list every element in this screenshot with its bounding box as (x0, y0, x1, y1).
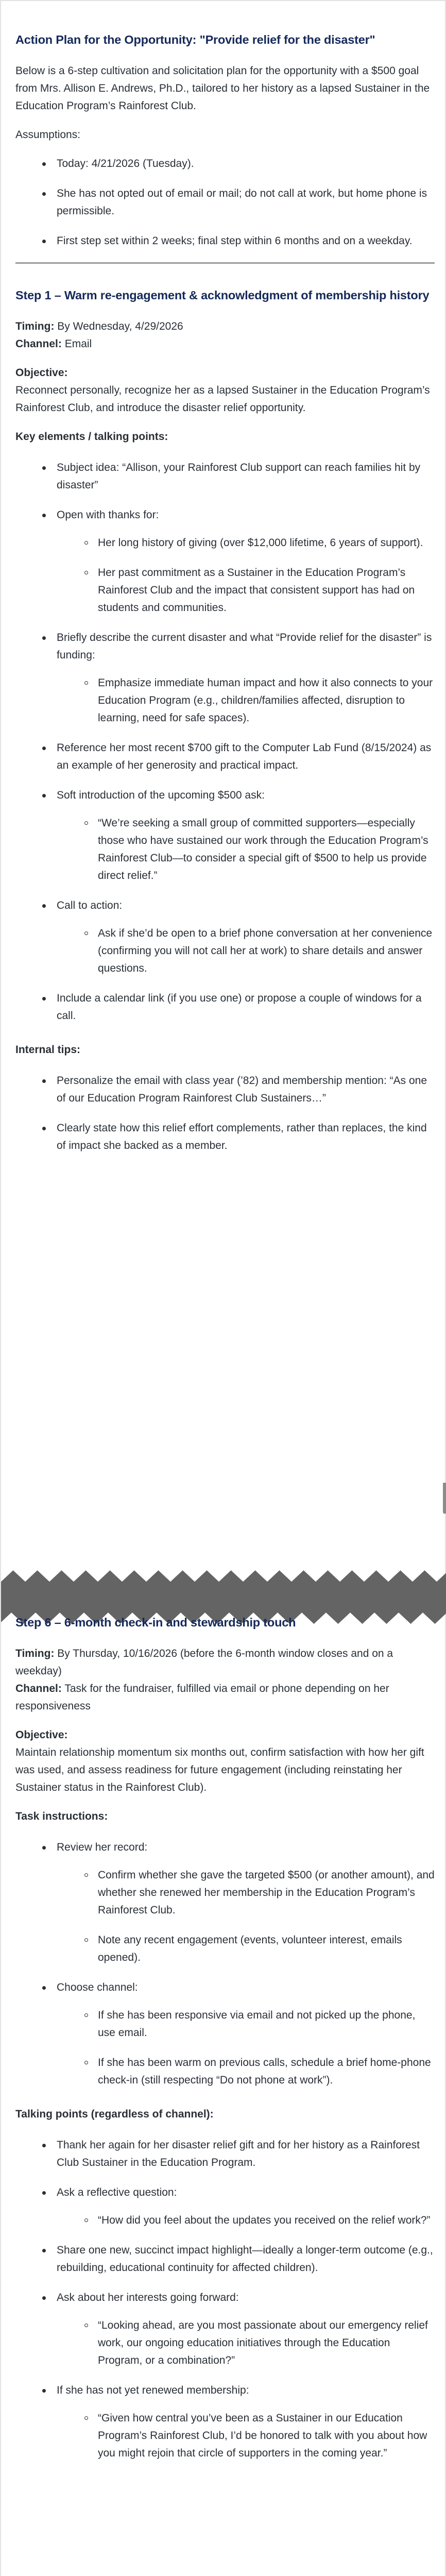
objective-label: Objective: (15, 367, 68, 379)
sub-list-item: Confirm whether she gave the targeted $500 (or another amount), and whether she renewed her membership in the Education Program’s Rainforest Club. (57, 1867, 435, 1919)
sub-list (57, 674, 435, 727)
bullet-icon (42, 192, 46, 196)
sub-list (57, 534, 435, 617)
scrollbar-thumb[interactable] (443, 1483, 446, 1514)
bullet-icon (42, 466, 46, 470)
hollow-bullet-icon (84, 2013, 88, 2017)
list-item: Thank her again for her disaster relief gift and for her history as a Rainforest Club Sustainer in the Education Program. (15, 2137, 435, 2172)
bullet-icon (42, 1846, 46, 1850)
bullet-icon (42, 904, 46, 908)
timing-label: Timing: (15, 1648, 55, 1659)
sub-list (57, 2410, 435, 2462)
list-item: Briefly describe the current disaster and what “Provide relief for the disaster” is funding: Emphasize immediate human impact and how it also connects to your Education Program (e.g., children/families affected, disruption to learning, need for safe spaces). (15, 629, 435, 727)
timing-label: Timing: (15, 320, 55, 332)
talking-points-label: Talking points (regardless of channel): (15, 2108, 214, 2120)
list-item: Personalize the email with class year (’82) and membership mention: “As one of our Education Program Rainforest Club Sustainers…” (15, 1072, 435, 1107)
list-item: Review her record: Confirm whether she gave the targeted $500 (or another amount), and whether she renewed her membership in the Education Program’s Rainforest Club. Note any recent engagement (events, volunteer interest, emails opened). (15, 1839, 435, 1967)
bullet-icon (42, 794, 46, 798)
list-item: She has not opted out of email or mail; do not call at work, but home phone is permissible. (15, 185, 435, 220)
sub-list (57, 2212, 435, 2229)
hollow-bullet-icon (84, 931, 88, 935)
hollow-bullet-icon (84, 1873, 88, 1877)
bullet-icon (42, 240, 46, 243)
bullet-icon (42, 2249, 46, 2252)
sub-list-item: If she has been warm on previous calls, schedule a brief home-phone check-in (still respecting “Do not phone at work”). (57, 2054, 435, 2089)
section-divider (15, 262, 435, 264)
sub-list-item: Her long history of giving (over $12,000 lifetime, 6 years of support). (57, 534, 435, 552)
intro-summary: Below is a 6-step cultivation and solicitation plan for the opportunity with a $500 goal from Mrs. Allison E. Andrews, Ph.D., tailored to her history as a lapsed Sustainer in the Education Program’s Rainforest Club. (15, 65, 430, 112)
sub-list-item: Ask if she’d be open to a brief phone conversation at her convenience (confirming you will not call her at work) to share details and answer questions. (57, 925, 435, 977)
step1-meta (15, 318, 435, 353)
step6-meta (15, 1645, 435, 1715)
task-instructions-label: Task instructions: (15, 1810, 108, 1822)
bullet-icon (42, 2144, 46, 2147)
list-item: Ask about her interests going forward: “Looking ahead, are you most passionate about our emergency relief work, our ongoing education initiatives through the Education Program, or a combination?” (15, 2289, 435, 2369)
bullet-icon (42, 1079, 46, 1083)
list-item: Share one new, succinct impact highlight—ideally a longer-term outcome (e.g., rebuilding, educational continuity for affected children). (15, 2242, 435, 2277)
step6-objective (15, 1726, 435, 1797)
key-points-list (15, 459, 435, 1025)
hollow-bullet-icon (84, 1938, 88, 1942)
bullet-icon (42, 162, 46, 166)
sub-list (57, 2007, 435, 2089)
list-item: Open with thanks for: Her long history of giving (over $12,000 lifetime, 6 years of support). Her past commitment as a Sustainer in the Education Program’s Rainforest Club and the impact that consistent support has had on students and communities. (15, 506, 435, 617)
channel-label: Channel: (15, 1683, 62, 1694)
list-item: Clearly state how this relief effort complements, rather than replaces, the kind of impact she backed as a member. (15, 1120, 435, 1155)
hollow-bullet-icon (84, 2416, 88, 2420)
sub-list-item: “Looking ahead, are you most passionate about our emergency relief work, our ongoing education initiatives through the Education Program, or a combination?” (57, 2317, 435, 2369)
bullet-icon (42, 636, 46, 640)
sub-list-item: “Given how central you’ve been as a Sustainer in our Education Program’s Rainforest Club, I’d be honored to talk with you about how you might rejoin that circle of supporters in the coming year.” (57, 2410, 435, 2462)
document-bottom (15, 1614, 435, 2475)
page-title: Action Plan for the Opportunity: "Provide relief for the disaster" (15, 33, 375, 46)
bullet-icon (42, 514, 46, 517)
sub-list-item: “How did you feel about the updates you received on the relief work?” (57, 2212, 435, 2229)
bullet-icon (42, 1127, 46, 1130)
channel-label: Channel: (15, 338, 62, 350)
sub-list (57, 815, 435, 885)
objective-text: Maintain relationship momentum six months out, confirm satisfaction with how her gift was used, and assess readiness for future engagement (including reinstating her Sustainer status in the Rainforest Club). (15, 1747, 424, 1793)
bullet-icon (42, 997, 46, 1001)
timing-value: By Thursday, 10/16/2026 (before the 6-month window closes and on a weekday) (15, 1648, 393, 1677)
assumptions-list (15, 155, 435, 250)
sub-list-item: Her past commitment as a Sustainer in the Education Program’s Rainforest Club and the impact that consistent support has had on students and communities. (57, 564, 435, 617)
sub-list (57, 1867, 435, 1967)
sub-list-item: Emphasize immediate human impact and how it also connects to your Education Program (e.g., children/families affected, disruption to learning, need for safe spaces). (57, 674, 435, 727)
channel-value: Task for the fundraiser, fulfilled via email or phone depending on her responsiveness (15, 1683, 389, 1712)
list-item: Reference her most recent $700 gift to the Computer Lab Fund (8/15/2024) as an example of her generosity and practical impact. (15, 739, 435, 774)
sub-list-item: If she has been responsive via email and not picked up the phone, use email. (57, 2007, 435, 2042)
hollow-bullet-icon (84, 571, 88, 574)
step1-objective (15, 364, 435, 417)
bullet-icon (42, 2389, 46, 2393)
bullet-icon (42, 2191, 46, 2195)
objective-text: Reconnect personally, recognize her as a lapsed Sustainer in the Education Program’s Rainforest Club, and introduce the disaster relief opportunity. (15, 384, 430, 414)
hollow-bullet-icon (84, 2324, 88, 2327)
assumptions-label: Assumptions: (15, 129, 81, 141)
objective-label: Objective: (15, 1729, 68, 1741)
hollow-bullet-icon (84, 2061, 88, 2064)
hollow-bullet-icon (84, 681, 88, 685)
hollow-bullet-icon (84, 2218, 88, 2222)
task-instructions-list (15, 1839, 435, 2089)
talking-points-list (15, 2137, 435, 2462)
sub-list-item: “We’re seeking a small group of committed supporters—especially those who have sustained our work through the Education Program’s Rainforest Club—to consider a special gift of $500 to help us provide direct relief.” (57, 815, 435, 885)
timing-value: By Wednesday, 4/29/2026 (57, 320, 183, 332)
channel-value: Email (64, 338, 92, 350)
list-item: Today: 4/21/2026 (Tuesday). (15, 155, 435, 173)
list-item: Subject idea: “Allison, your Rainforest Club support can reach families hit by disaster” (15, 459, 435, 494)
internal-tips-label: Internal tips: (15, 1044, 81, 1056)
bullet-icon (42, 2296, 46, 2300)
sub-list (57, 2317, 435, 2369)
list-item: If she has not yet renewed membership: “Given how central you’ve been as a Sustainer in our Education Program’s Rainforest Club, I’d be honored to talk with you about how you might rejoin that circle of supporters in the coming year.” (15, 2382, 435, 2462)
list-item: Call to action: Ask if she’d be open to a brief phone conversation at her convenience (confirming you will not call her at work) to share details and answer questions. (15, 897, 435, 977)
document-top (15, 31, 435, 1167)
sub-list-item: Note any recent engagement (events, volunteer interest, emails opened). (57, 1931, 435, 1967)
list-item: Choose channel: If she has been responsive via email and not picked up the phone, use email. If she has been warm on previous calls, schedule a brief home-phone check-in (still respecting “Do not phone at work”). (15, 1979, 435, 2089)
step6-title: Step 6 – 6-month check-in and stewardship touch (15, 1616, 296, 1629)
hollow-bullet-icon (84, 821, 88, 825)
key-points-label: Key elements / talking points: (15, 431, 168, 443)
list-item: Include a calendar link (if you use one) or propose a couple of windows for a call. (15, 990, 435, 1025)
list-item: Ask a reflective question: “How did you feel about the updates you received on the relief work?” (15, 2184, 435, 2229)
bullet-icon (42, 1986, 46, 1990)
internal-tips-list (15, 1072, 435, 1155)
step1-title: Step 1 – Warm re-engagement & acknowledgment of membership history (15, 289, 430, 302)
list-item: Soft introduction of the upcoming $500 ask: “We’re seeking a small group of committed supporters—especially those who have sustained our work through the Education Program’s Rainforest Club—to consider a special gift of $500 to help us provide direct relief.” (15, 787, 435, 885)
hollow-bullet-icon (84, 541, 88, 545)
bullet-icon (42, 747, 46, 750)
list-item: First step set within 2 weeks; final step within 6 months and on a weekday. (15, 232, 435, 250)
sub-list (57, 925, 435, 977)
